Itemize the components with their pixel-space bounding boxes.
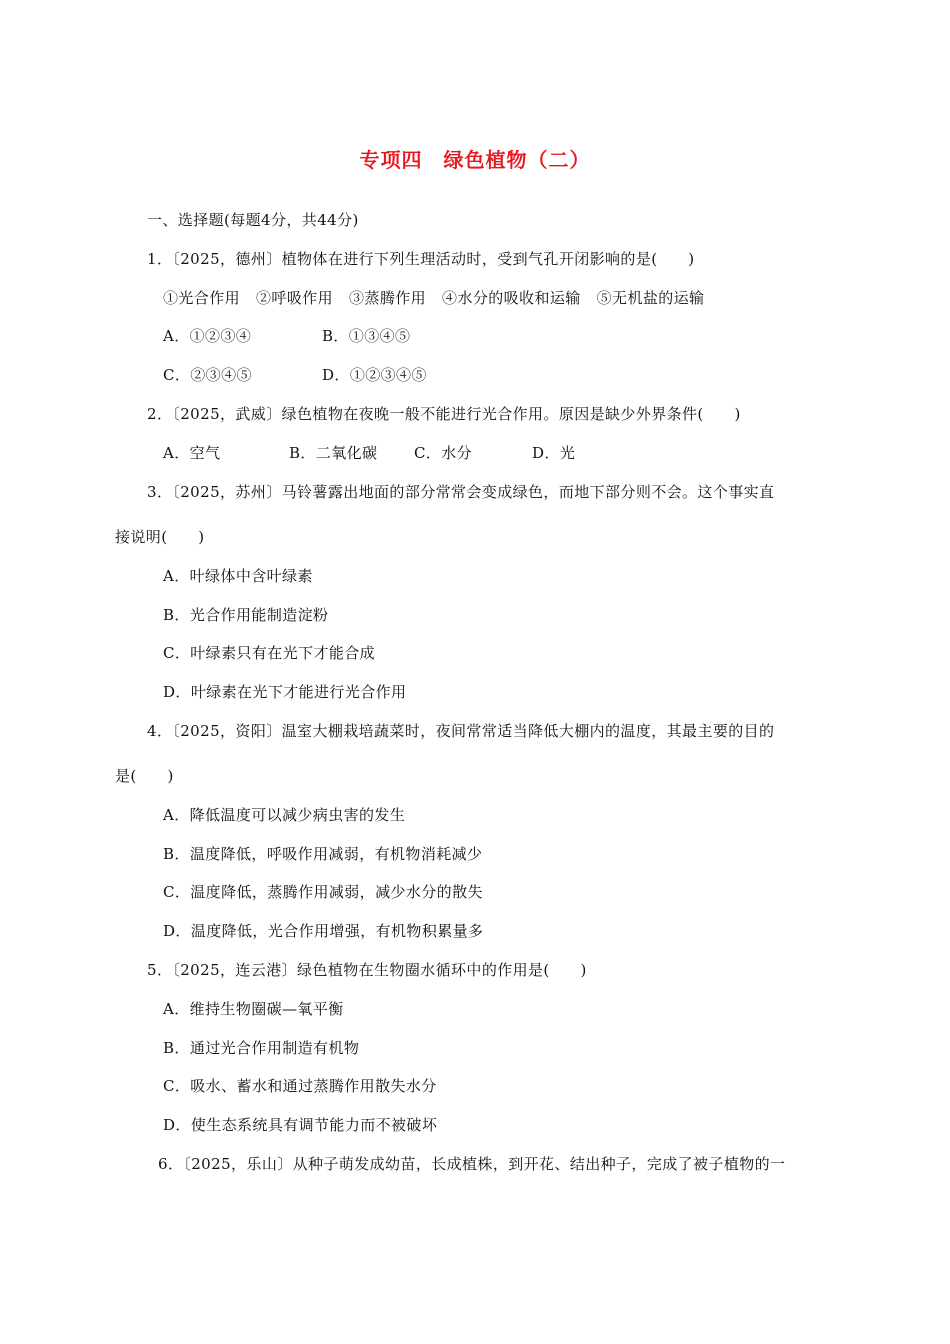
question-1-items (163, 288, 704, 308)
q1-item-1: ①光合作用 (163, 289, 241, 307)
q5-option-b: B．通过光合作用制造有机物 (163, 1039, 360, 1057)
q4-option-b: B．温度降低，呼吸作用减弱，有机物消耗减少 (163, 845, 483, 863)
q5-option-d: D．使生态系统具有调节能力而不被破坏 (163, 1116, 438, 1134)
q2-option-a: A．空气 (163, 444, 221, 462)
q1-item-2: ②呼吸作用 (256, 289, 334, 307)
question-3-stem-line1: 3．〔2025，苏州〕马铃薯露出地面的部分常常会变成绿色，而地下部分则不会。这个事实直 (147, 483, 775, 501)
question-2-stem: 2．〔2025，武威〕绿色植物在夜晚一般不能进行光合作用。原因是缺少外界条件( ) (147, 405, 741, 423)
q1-option-b: B．①③④⑤ (322, 327, 411, 345)
section-heading: 一、选择题(每题4分，共44分) (147, 211, 359, 229)
q3-option-b: B．光合作用能制造淀粉 (163, 606, 329, 624)
q3-option-a: A．叶绿体中含叶绿素 (163, 567, 313, 585)
question-4-stem-line2: 是( ) (115, 767, 174, 785)
q2-option-c: C．水分 (414, 444, 473, 462)
q3-option-d: D．叶绿素在光下才能进行光合作用 (163, 683, 407, 701)
q3-option-c: C．叶绿素只有在光下才能合成 (163, 644, 376, 662)
q5-option-c: C．吸水、蓄水和通过蒸腾作用散失水分 (163, 1077, 437, 1095)
q1-item-5: ⑤无机盐的运输 (596, 289, 705, 307)
q2-option-b: B．二氧化碳 (289, 444, 378, 462)
q4-option-c: C．温度降低，蒸腾作用减弱，减少水分的散失 (163, 883, 483, 901)
question-3-stem-line2: 接说明( ) (115, 528, 205, 546)
q4-option-a: A．降低温度可以减少病虫害的发生 (163, 806, 406, 824)
q4-option-d: D．温度降低，光合作用增强，有机物积累量多 (163, 922, 484, 940)
q1-option-d: D．①②③④⑤ (322, 366, 427, 384)
page-title: 专项四 绿色植物（二） (359, 148, 591, 172)
q5-option-a: A．维持生物圈碳—氧平衡 (163, 1000, 344, 1018)
q1-item-4: ④水分的吸收和运输 (442, 289, 581, 307)
question-6-stem-line1: 6．〔2025，乐山〕从种子萌发成幼苗，长成植株，到开花、结出种子，完成了被子植物的一 (158, 1155, 786, 1173)
question-1-stem: 1．〔2025，德州〕植物体在进行下列生理活动时，受到气孔开闭影响的是( ) (147, 250, 695, 268)
q2-option-d: D．光 (532, 444, 576, 462)
q1-option-a: A．①②③④ (163, 327, 252, 345)
question-4-stem-line1: 4．〔2025，资阳〕温室大棚栽培蔬菜时，夜间常常适当降低大棚内的温度，其最主要的目的 (147, 722, 775, 740)
q1-item-3: ③蒸腾作用 (349, 289, 427, 307)
question-5-stem: 5．〔2025，连云港〕绿色植物在生物圈水循环中的作用是( ) (147, 961, 587, 979)
q1-option-c: C．②③④⑤ (163, 366, 252, 384)
